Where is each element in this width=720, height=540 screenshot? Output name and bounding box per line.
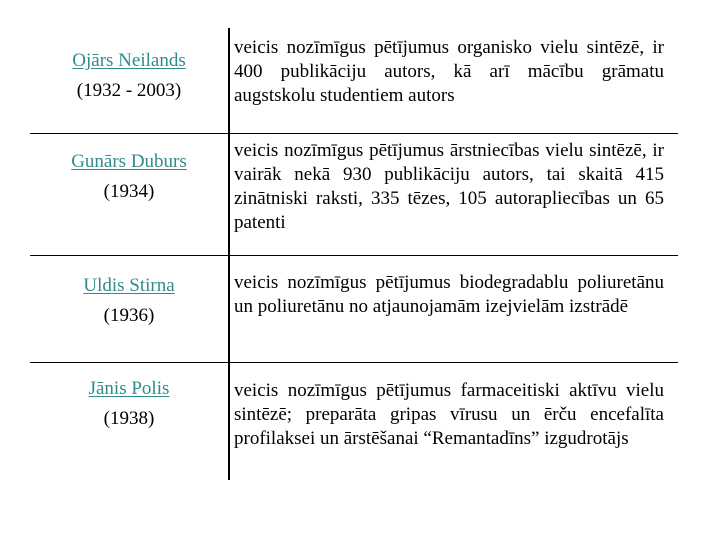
name-cell bbox=[30, 271, 228, 331]
person-years: (1932 - 2003) bbox=[76, 80, 182, 101]
row-divider bbox=[30, 255, 678, 256]
description-cell: veicis nozīmīgus pētījumus ārstniecības vielu sintēzē, ir vairāk nekā 930 publikāciju autors, tai skaitā 415 zinātniski raksti, 335 tēzes, 105 autorapliecības un 65 patenti bbox=[234, 140, 664, 233]
person-name-link[interactable]: Uldis Stirna bbox=[83, 275, 175, 296]
description-cell: veicis nozīmīgus pētījumus biodegradablu poliuretānu un poliuretānu no atjaunojamām izejvielām izstrādē bbox=[234, 272, 664, 317]
row-divider bbox=[30, 133, 678, 134]
name-cell bbox=[30, 147, 228, 207]
name-cell bbox=[30, 374, 228, 434]
column-divider bbox=[228, 28, 230, 480]
person-name-link[interactable]: Jānis Polis bbox=[88, 378, 170, 399]
person-name-link[interactable]: Ojārs Neilands bbox=[72, 50, 186, 71]
person-years: (1936) bbox=[103, 305, 155, 326]
person-years: (1938) bbox=[103, 408, 155, 429]
person-name-link[interactable]: Gunārs Duburs bbox=[71, 151, 187, 172]
description-cell: veicis nozīmīgus pētījumus organisko vielu sintēzē, ir 400 publikāciju autors, kā arī mācību grāmatu augstskolu studentiem autors bbox=[234, 37, 664, 106]
name-cell bbox=[30, 46, 228, 106]
row-divider bbox=[30, 362, 678, 363]
person-years: (1934) bbox=[103, 181, 155, 202]
description-cell: veicis nozīmīgus pētījumus farmaceitiski aktīvu vielu sintēzē; preparāta gripas vīrusu un ērču encefalīta profilaksei un ārstēšanai “Remantadīns” izgudrotājs bbox=[234, 380, 664, 449]
